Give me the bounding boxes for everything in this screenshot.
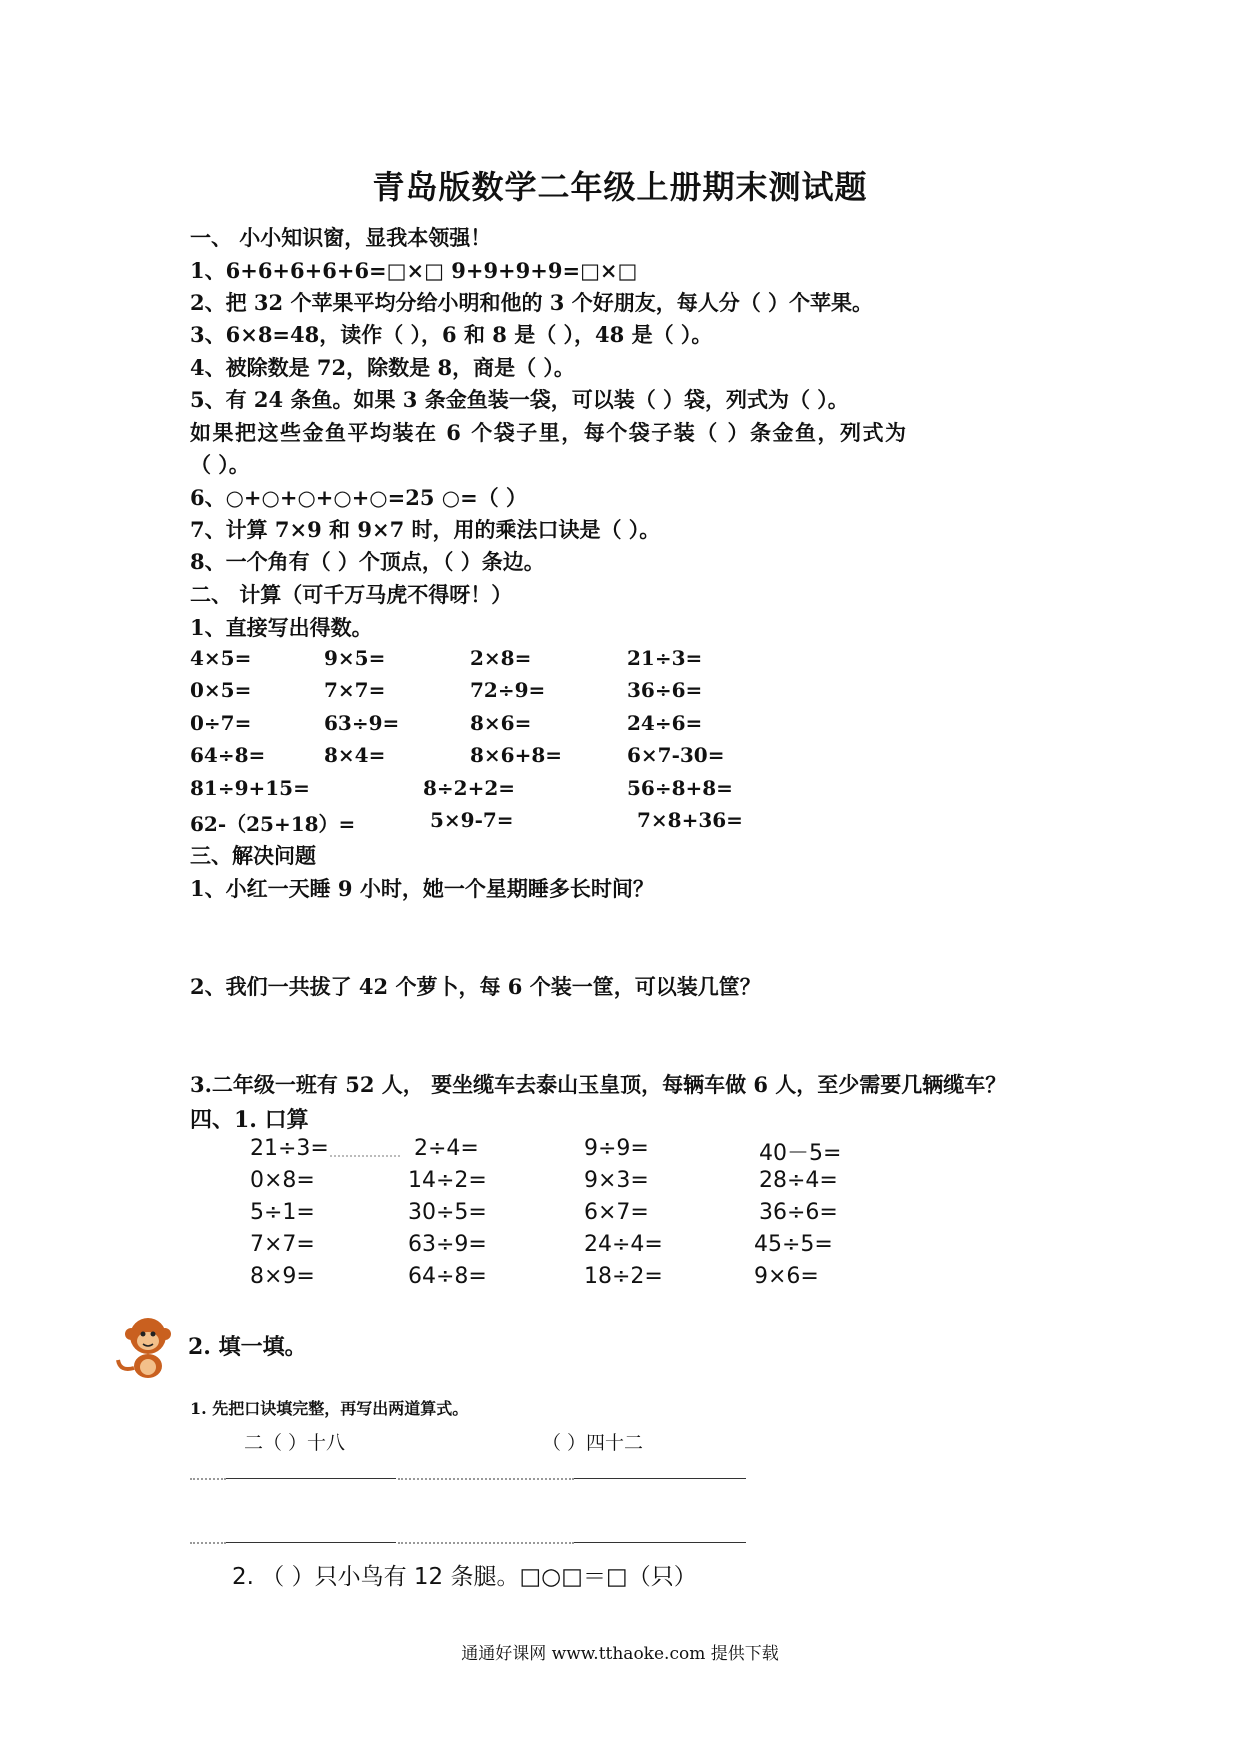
question-4: 4、被除数是 72，除数是 8，商是（ ）。	[190, 355, 575, 380]
fill-sub: 1. 先把口诀填完整，再写出两道算式。	[190, 1399, 469, 1418]
calc-cell: 7×7=	[324, 678, 386, 702]
calc-cell: 8÷2+2=	[423, 776, 516, 800]
oral-cell: 9×6=	[754, 1264, 819, 1289]
question-6: 6、○+○+○+○+○=25 ○=（ ）	[190, 485, 527, 510]
section2-sub: 1、直接写出得数。	[190, 615, 373, 640]
oral-cell: 2÷4=	[414, 1136, 479, 1161]
question-birds: 2. （ ）只小鸟有 12 条腿。□○□＝□（只）	[232, 1564, 697, 1590]
rhyme-right: （ ）四十二	[542, 1432, 644, 1454]
problem-1: 1、小红一天睡 9 小时，她一个星期睡多长时间？	[190, 876, 654, 901]
oral-cell: 18÷2=	[584, 1264, 663, 1289]
fill-heading: 2. 填一填。	[188, 1334, 307, 1360]
oral-cell: 0×8=	[250, 1168, 315, 1193]
oral-cell: 64÷8=	[408, 1264, 487, 1289]
calc-cell: 5×9-7=	[430, 808, 514, 832]
calc-cell: 8×6=	[470, 711, 532, 735]
section2-heading: 二、 计算（可千万马虎不得呀！）	[190, 582, 513, 607]
oral-cell: 14÷2=	[408, 1168, 487, 1193]
calc-cell: 7×8+36=	[637, 808, 743, 832]
calc-cell: 6×7-30=	[627, 743, 725, 767]
question-1: 1、6+6+6+6+6=□×□ 9+9+9+9=□×□	[190, 258, 638, 283]
question-2: 2、把 32 个苹果平均分给小明和他的 3 个好朋友，每人分（ ）个苹果。	[190, 290, 873, 315]
oral-cell: 9÷9=	[584, 1136, 649, 1161]
calc-cell: 72÷9=	[470, 678, 546, 702]
problem-2: 2、我们一共拔了 42 个萝卜，每 6 个装一筐，可以装几筐？	[190, 974, 761, 999]
calc-cell: 2×8=	[470, 646, 532, 670]
oral-cell: 36÷6=	[759, 1200, 838, 1225]
question-7: 7、计算 7×9 和 9×7 时，用的乘法口诀是（ ）。	[190, 517, 661, 542]
calc-cell: 4×5=	[190, 646, 252, 670]
calc-cell: 0÷7=	[190, 711, 252, 735]
problem-3: 3.二年级一班有 52 人， 要坐缆车去泰山玉皇顶，每辆车做 6 人，至少需要几辆缆车？	[190, 1072, 1007, 1097]
calc-cell: 62-（25+18）=	[190, 812, 356, 836]
oral-cell: 7×7=	[250, 1232, 315, 1257]
question-8: 8、一个角有（ ）个顶点，（ ）条边。	[190, 549, 545, 574]
oral-cell: 5÷1=	[250, 1200, 315, 1225]
question-5b: 如果把这些金鱼平均装在 6 个袋子里，每个袋子装（ ）条金鱼，列式为	[190, 420, 908, 445]
oral-cell: 6×7=	[584, 1200, 649, 1225]
question-5c: （ ）。	[190, 452, 250, 477]
oral-cell: 24÷4=	[584, 1232, 663, 1257]
calc-cell: 21÷3=	[627, 646, 703, 670]
monkey-icon	[112, 1310, 184, 1382]
section4-heading: 四、1. 口算	[190, 1107, 309, 1133]
oral-cell: 63÷9=	[408, 1232, 487, 1257]
calc-cell: 63÷9=	[324, 711, 400, 735]
oral-cell: 40－5=	[759, 1141, 842, 1166]
calc-cell: 8×4=	[324, 743, 386, 767]
oral-cell: 9×3=	[584, 1168, 649, 1193]
answer-line[interactable]	[226, 1478, 396, 1479]
oral-cell: 8×9=	[250, 1264, 315, 1289]
footer-note: 通通好课网 www.tthaoke.com 提供下载	[461, 1644, 779, 1664]
calc-cell: 9×5=	[324, 646, 386, 670]
calc-cell: 56÷8+8=	[627, 776, 733, 800]
section3-heading: 三、解决问题	[190, 843, 316, 868]
oral-cell: 45÷5=	[754, 1232, 833, 1257]
oral-cell: 30÷5=	[408, 1200, 487, 1225]
question-5a: 5、有 24 条鱼。如果 3 条金鱼装一袋，可以装（ ）袋，列式为（ ）。	[190, 387, 849, 412]
calc-cell: 0×5=	[190, 678, 252, 702]
calc-cell: 81÷9+15=	[190, 776, 310, 800]
rhyme-left: 二（ ）十八	[244, 1432, 346, 1454]
calc-cell: 36÷6=	[627, 678, 703, 702]
answer-line[interactable]	[574, 1542, 746, 1543]
calc-cell: 8×6+8=	[470, 743, 563, 767]
answer-line[interactable]	[226, 1542, 396, 1543]
oral-cell: 28÷4=	[759, 1168, 838, 1193]
calc-cell: 64÷8=	[190, 743, 266, 767]
section1-heading: 一、 小小知识窗，显我本领强！	[190, 225, 492, 250]
answer-line[interactable]	[574, 1478, 746, 1479]
oral-cell: 21÷3=	[250, 1136, 329, 1161]
page-title: 青岛版数学二年级上册期末测试题	[372, 168, 868, 206]
question-3: 3、6×8=48，读作（ ），6 和 8 是（ ），48 是（ ）。	[190, 322, 713, 347]
calc-cell: 24÷6=	[627, 711, 703, 735]
